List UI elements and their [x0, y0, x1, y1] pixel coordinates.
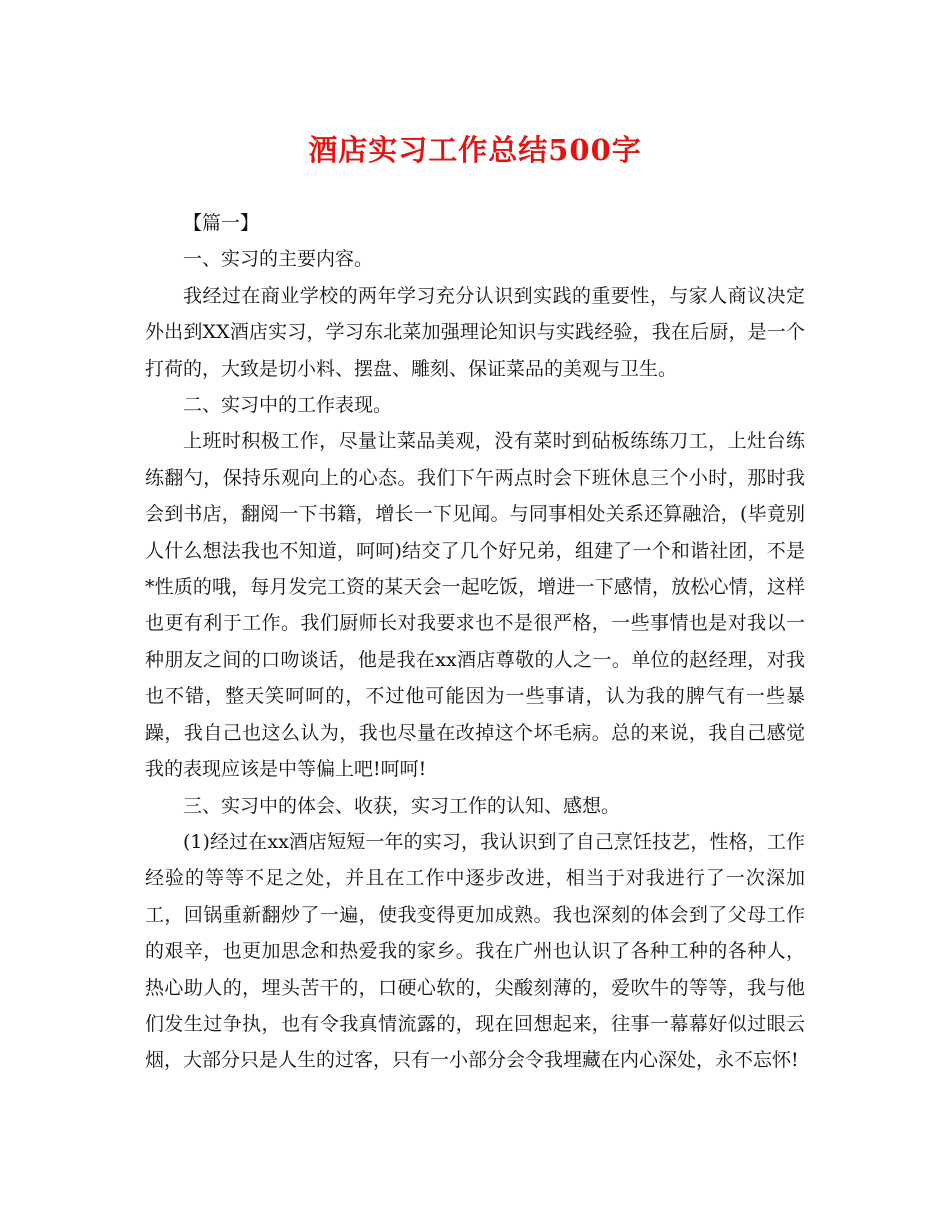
heading-3: 三、实习中的体会、收获，实习工作的认知、感想。 — [183, 794, 621, 817]
document-title: 酒店实习工作总结500字 — [308, 133, 642, 167]
heading-2: 二、实习中的工作表现。 — [183, 394, 393, 417]
document-body — [145, 205, 805, 1079]
paragraph-3: (1)经过在xx酒店短短一年的实习，我认识到了自己烹饪技艺，性格，工作经验的等等不足之处，并且在工作中逐步改进，相当于对我进行了一次深加工，回锅重新翻炒了一遍，使我变得更加成熟。我也深刻的体会到了父母工作的艰辛，也更加思念和热爱我的家乡。我在广州也认识了各种工种的各种人，热心助人的，埋头苦干的，口硬心软的，尖酸刻薄的，爱吹牛的等等，我与他们发生过争执，也有令我真情流露的，现在回想起来，往事一幕幕好似过眼云烟，大部分只是人生的过客，只有一小部分会令我埋藏在内心深处，永不忘怀! — [145, 830, 805, 1072]
heading-1: 一、实习的主要内容。 — [183, 248, 374, 271]
paragraph-1: 我经过在商业学校的两年学习充分认识到实践的重要性，与家人商议决定外出到XX酒店实习，学习东北菜加强理论知识与实践经验，我在后厨，是一个打荷的，大致是切小料、摆盘、雕刻、保证菜品的美观与卫生。 — [145, 284, 805, 380]
section-label: 【篇一】 — [183, 212, 260, 234]
paragraph-2: 上班时积极工作，尽量让菜品美观，没有菜时到砧板练练刀工，上灶台练练翻勺，保持乐观向上的心态。我们下午两点时会下班休息三个小时，那时我会到书店，翻阅一下书籍，增长一下见闻。与同事相处关系还算融洽，(毕竟别人什么想法我也不知道，呵呵)结交了几个好兄弟，组建了一个和谐社团，不是*性质的哦，每月发完工资的某天会一起吃饭，增进一下感情，放松心情，这样也更有利于工作。我们厨师长对我要求也不是很严格，一些事情也是对我以一种朋友之间的口吻谈话，他是我在xx酒店尊敬的人之一。单位的赵经理，对我也不错，整天笑呵呵的，不过他可能因为一些事请，认为我的脾气有一些暴躁，我自己也这么认为，我也尽量在改掉这个坏毛病。总的来说，我自己感觉我的表现应该是中等偏上吧!呵呵! — [145, 430, 805, 781]
